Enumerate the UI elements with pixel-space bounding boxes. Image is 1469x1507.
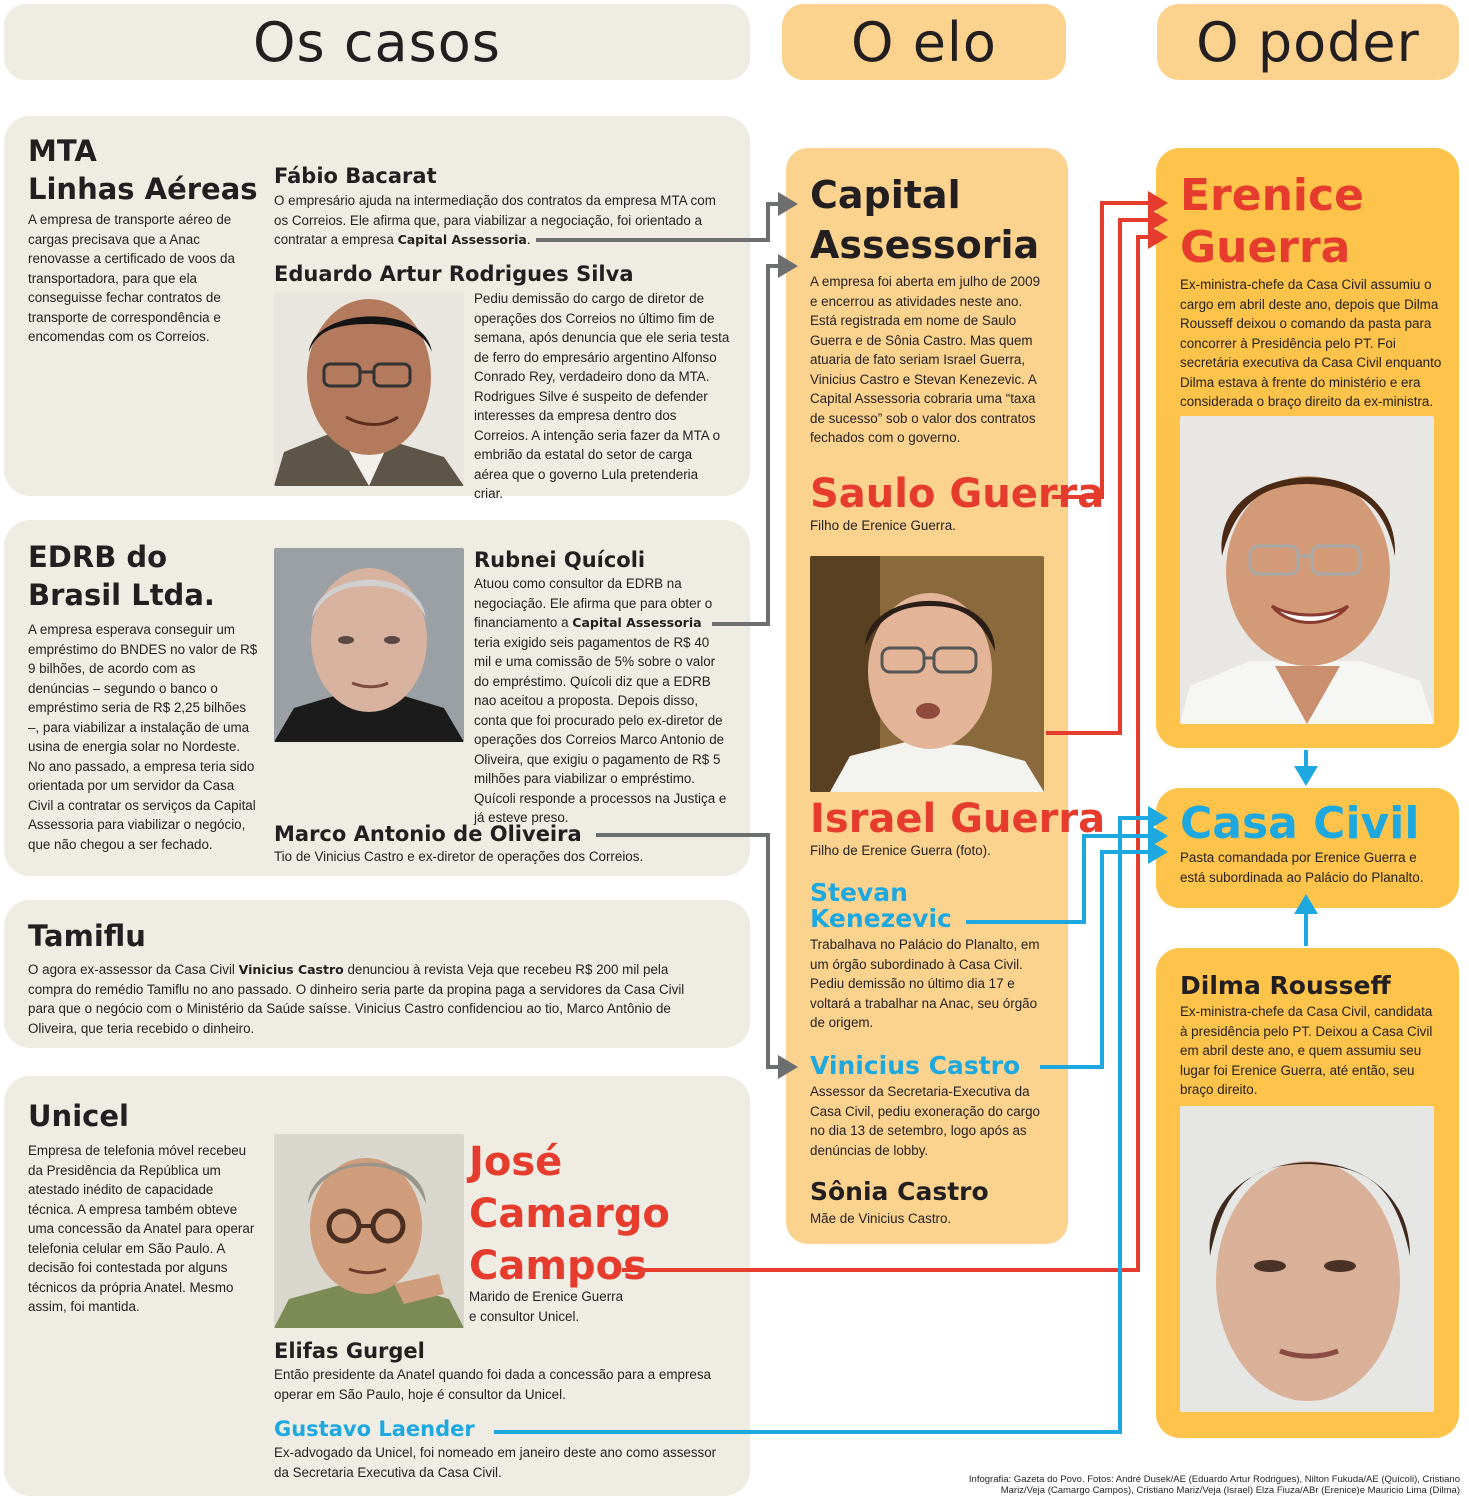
- capital-text: A empresa foi aberta em julho de 2009 e encerrou as atividades neste ano. Está registrada em nome de Saulo Guerra e de Sônia Castro. Mas quem atuaria de fato seriam Israel Guerra, Vinicius Castro e Stevan Kenezevic. A Capital Assessoria cobraria uma “taxa de sucesso” sob o valor dos contratos fechados com o governo.: [810, 274, 1041, 445]
- rubnei-text: [474, 574, 730, 828]
- credits-line1: Infografia: Gazeta do Povo. Fotos: André Dusek/AE (Eduardo Artur Rodrigues), Nilton Fukuda/AE (Quícoli), Cristiano: [968, 1474, 1460, 1485]
- israel-text: Filho de Erenice Guerra (foto).: [810, 843, 991, 858]
- unicel-title: Unicel: [28, 1099, 129, 1133]
- bacarat-name: Fábio Bacarat: [274, 164, 437, 188]
- photo-credits: [860, 1474, 1460, 1496]
- edrb-title: [28, 538, 215, 614]
- stevan-text: Trabalhava no Palácio do Planalto, em um órgão subordinado à Casa Civil. Pediu demissão no último dia 17 e voltará a trabalhar na Anac, seu órgão de origem.: [810, 937, 1040, 1030]
- header-link-label: O elo: [851, 10, 997, 74]
- mta-title: [28, 132, 258, 208]
- erenice-text: Ex-ministra-chefe da Casa Civil assumiu o cargo em abril deste ano, depois que Dilma Rousseff deixou o comando da pasta para concorrer à Presidência pelo PT. Foi secretária executiva da Casa Civil enquanto Dilma estava à frente do ministério e era considerada o braço direito da ex-ministra.: [1180, 277, 1442, 409]
- israel-name: Israel Guerra: [810, 796, 1106, 842]
- eduardo-portrait-icon: [274, 292, 464, 486]
- bacarat-text-bold: Capital Assessoria: [397, 232, 527, 247]
- rubnei-photo: [274, 548, 464, 742]
- elifas-text: Então presidente da Anatel quando foi dada a concessão para a empresa operar em São Paulo, hoje é consultor da Unicel.: [274, 1367, 711, 1402]
- vinicius-name: Vinicius Castro: [810, 1051, 1021, 1080]
- capital-title-line2: Assessoria: [810, 223, 1040, 267]
- gustavo-text: Ex-advogado da Unicel, foi nomeado em janeiro deste ano como assessor da Secretaria Executiva da Casa Civil.: [274, 1445, 717, 1480]
- israel-photo: [810, 556, 1044, 792]
- line-saulo-erenice: [1052, 203, 1164, 497]
- tamiflu-text-2: denunciou à revista Veja que recebeu R$ 200 mil pela compra do remédio Tamiflu no ano passado. O dinheiro seria parte da propina paga a servidores da Casa Civil para que o negócio com o Ministério da Saúde saísse. Vinicius Castro confidenciou ao tio, Marco Antônio de Oliveira, que teria recebido o dinheiro.: [28, 962, 685, 1036]
- sonia-text: Mãe de Vinicius Castro.: [810, 1211, 952, 1226]
- eduardo-name: Eduardo Artur Rodrigues Silva: [274, 262, 634, 286]
- bacarat-text-end: .: [526, 232, 531, 247]
- mta-title-line2: Linhas Aéreas: [28, 172, 258, 206]
- dilma-name: Dilma Rousseff: [1180, 971, 1391, 1000]
- eduardo-text: Pediu demissão do cargo de diretor de operações dos Correios no último fim de semana, após denuncia que ele seria testa de ferro do empresário argentino Alfonso Conrado Rey, verdadeiro dono da MTA. Rodrigues Silve é suspeito de defender interesses da empresa dentro dos Correios. A intenção seria fazer da MTA o embrião da estatal do setor de carga aérea que o governo Lula pretenderia criar.: [474, 291, 730, 501]
- edrb-title-line2: Brasil Ltda.: [28, 578, 215, 612]
- edrb-title-line1: EDRB do: [28, 540, 168, 574]
- jose-name-line2: Camargo: [469, 1191, 670, 1237]
- marco-text: Tio de Vinicius Castro e ex-diretor de operações dos Correios.: [274, 849, 644, 864]
- marco-name: Marco Antonio de Oliveira: [274, 822, 582, 846]
- jose-portrait-icon: [274, 1134, 464, 1328]
- jose-name-line1: José: [469, 1139, 563, 1185]
- jose-name: [469, 1136, 670, 1292]
- eduardo-photo: [274, 292, 464, 486]
- dilma-photo: [1180, 1106, 1434, 1412]
- stevan-name-line2: Kenezevic: [810, 904, 952, 933]
- header-power-label: O poder: [1196, 10, 1420, 74]
- capital-title: [810, 170, 1039, 270]
- sonia-name: Sônia Castro: [810, 1177, 989, 1206]
- stevan-name: [810, 880, 952, 932]
- mta-title-line1: MTA: [28, 134, 97, 168]
- saulo-name: Saulo Guerra: [810, 471, 1105, 517]
- jose-name-line3: Campos: [469, 1243, 647, 1289]
- gustavo-name: Gustavo Laender: [274, 1417, 475, 1441]
- credits-line2: Mariz/Veja (Camargo Campos), Cristiano Mariz/Veja (Israel) Elza Fiuza/ABr (Erenice)e Mauricio Lima (Dilma): [1000, 1485, 1460, 1496]
- stevan-name-line1: Stevan: [810, 878, 908, 907]
- rubnei-name: Rubnei Quícoli: [474, 548, 646, 572]
- tamiflu-text-bold: Vinicius Castro: [238, 962, 344, 977]
- tamiflu-text-1: O agora ex-assessor da Casa Civil: [28, 962, 235, 977]
- saulo-text: Filho de Erenice Guerra.: [810, 518, 956, 533]
- edrb-text: A empresa esperava conseguir um empréstimo do BNDES no valor de R$ 9 bilhões, de acordo com as denúncias – segundo o banco o empréstimo seria de R$ 2,25 bilhões –, para viabilizar a instalação de uma usina de energia solar no Nordeste. No ano passado, a empresa teria sido orientada por um servidor da Casa Civil a contratar os serviços da Capital Assessoria para viabilizar o negócio, que não chegou a ser fechado.: [28, 622, 258, 852]
- erenice-name-line2: Guerra: [1180, 222, 1351, 273]
- dilma-text: Ex-ministra-chefe da Casa Civil, candidata à presidência pelo PT. Deixou a Casa Civil em abril deste ano, e quem assumiu seu lugar foi Erenice Guerra, até então, seu braço direito.: [1180, 1004, 1433, 1097]
- erenice-photo: [1180, 416, 1434, 724]
- jose-text: Marido de Erenice Guerra e consultor Unicel.: [469, 1289, 624, 1324]
- jose-photo: [274, 1134, 464, 1328]
- tamiflu-title: Tamiflu: [28, 919, 146, 953]
- vinicius-text: Assessor da Secretaria-Executiva da Casa Civil, pediu exoneração do cargo no dia 13 de setembro, logo após as denúncias de lobby.: [810, 1084, 1041, 1158]
- bacarat-text-main: O empresário ajuda na intermediação dos contratos da empresa MTA com os Correios. Ele afirma que, para viabilizar a negociação, foi orientado a contratar a empresa: [274, 193, 716, 247]
- erenice-name: [1180, 170, 1364, 274]
- rubnei-text-bold: Capital Assessoria: [572, 615, 702, 630]
- line-vinicius-casa: [1040, 852, 1164, 1067]
- header-cases-label: Os casos: [253, 10, 501, 74]
- elifas-name: Elifas Gurgel: [274, 1339, 425, 1363]
- erenice-name-line1: Erenice: [1180, 170, 1364, 221]
- mta-text: A empresa de transporte aéreo de cargas precisava que a Anac renovasse a certificado de voos da transportadora, para que ela conseguisse fechar contratos de transporte de correspondência e encomendas com os Correios.: [28, 212, 235, 344]
- casa-civil-name: Casa Civil: [1180, 798, 1420, 849]
- tamiflu-text: [28, 960, 700, 1038]
- bacarat-text: [274, 191, 728, 250]
- rubnei-text-1: Atuou como consultor da EDRB na negociação. Ele afirma que para obter o financiamento a: [474, 576, 713, 630]
- dilma-portrait-icon: [1180, 1106, 1434, 1412]
- capital-title-line1: Capital: [810, 173, 961, 217]
- rubnei-portrait-icon: [274, 548, 464, 742]
- unicel-text: Empresa de telefonia móvel recebeu da Presidência da República um atestado inédito de capacidade técnica. A empresa também obteve uma concessão da Anatel para operar telefonia celular em São Paulo. A decisão foi contestada por alguns técnicos da própria Anatel. Mesmo assim, foi mantida.: [28, 1143, 255, 1314]
- casa-civil-text: Pasta comandada por Erenice Guerra e está subordinada ao Palácio do Planalto.: [1180, 850, 1424, 885]
- erenice-portrait-icon: [1180, 416, 1434, 724]
- rubnei-text-2: teria exigido seis pagamentos de R$ 40 mil e uma comissão de 5% sobre o valor do empréstimo. Quícoli diz que a EDRB nao aceitou a proposta. Depois disso, conta que foi procurado pelo ex-diretor de operações dos Correios Marco Antonio de Oliveira, que exigiu o pagamento de R$ 5 milhões para viabilizar o empréstimo. Quícoli responde a processos na Justiça e já esteve preso.: [474, 634, 727, 825]
- israel-portrait-icon: [810, 556, 1044, 792]
